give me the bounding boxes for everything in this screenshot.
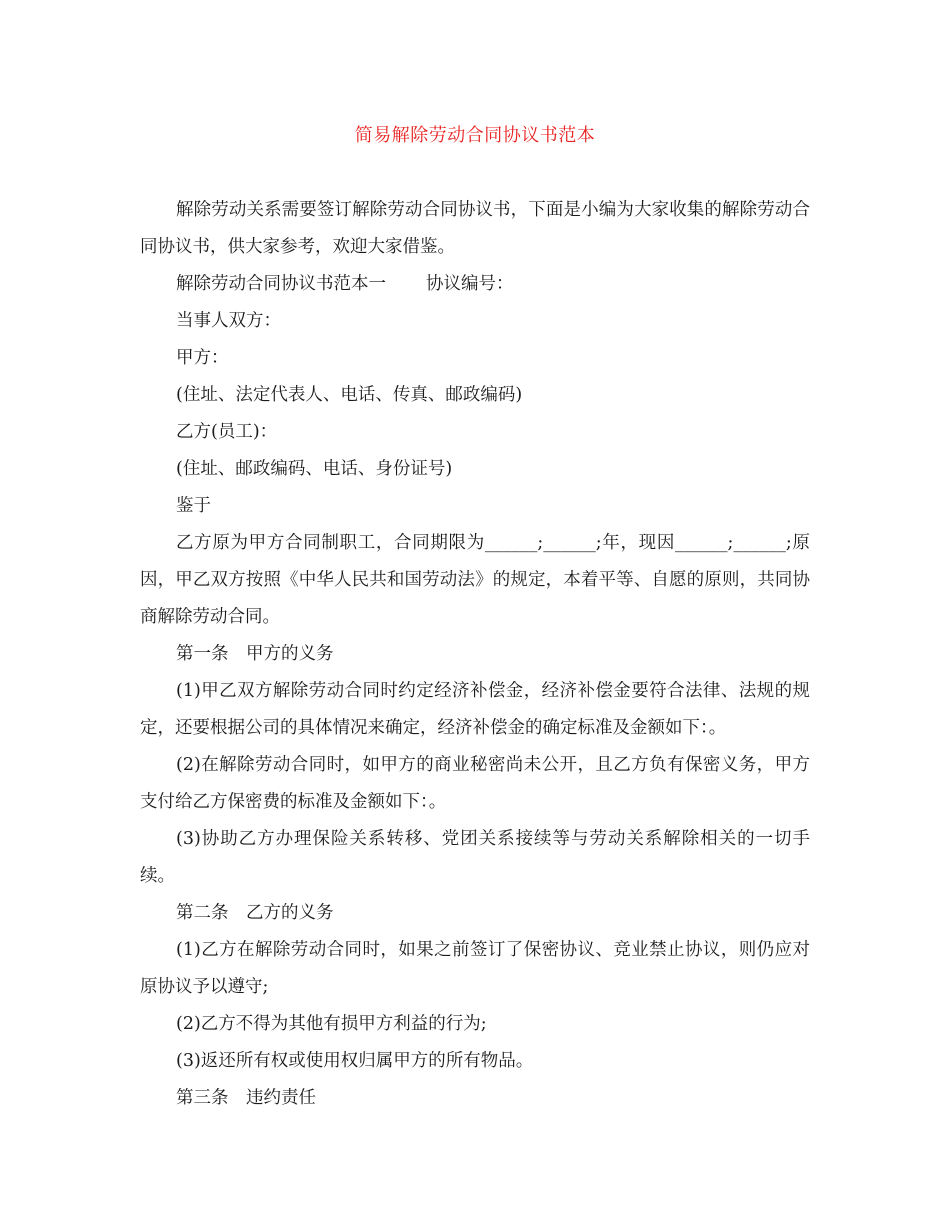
article-2-item-3: (3)返还所有权或使用权归属甲方的所有物品。 bbox=[176, 1051, 534, 1071]
agreement-number-label: 协议编号： bbox=[426, 274, 514, 294]
article-2-heading: 第二条 乙方的义务 bbox=[176, 903, 334, 923]
party-b-label: 乙方(员工)： bbox=[176, 422, 278, 442]
article-1-item-3: (3)协助乙方办理保险关系转移、党团关系接续等与劳动关系解除相关的一切手续。 bbox=[140, 829, 810, 886]
article-1-item-2: (2)在解除劳动合同时，如甲方的商业秘密尚未公开，且乙方负有保密义务，甲方支付给乙方保密费的标准及金额如下：。 bbox=[140, 755, 810, 812]
party-a-details: (住址、法定代表人、电话、传真、邮政编码) bbox=[176, 385, 523, 405]
document-title: 简易解除劳动合同协议书范本 bbox=[354, 125, 596, 146]
party-b-details: (住址、邮政编码、电话、身份证号) bbox=[176, 459, 453, 479]
article-3-heading: 第三条 违约责任 bbox=[176, 1088, 316, 1108]
intro-paragraph: 解除劳动关系需要签订解除劳动合同协议书，下面是小编为大家收集的解除劳动合同协议书，供大家参考，欢迎大家借鉴。 bbox=[140, 200, 810, 257]
document-body bbox=[140, 192, 810, 1117]
whereas-paragraph: 乙方原为甲方合同制职工，合同期限为______;______;年，现因______;______;原因，甲乙双方按照《中华人民共和国劳动法》的规定，本着平等、自愿的原则，共同协商解除劳动合同。 bbox=[140, 533, 810, 627]
article-2-item-1: (1)乙方在解除劳动合同时，如果之前签订了保密协议、竞业禁止协议，则仍应对原协议予以遵守; bbox=[140, 940, 810, 997]
article-2-item-2: (2)乙方不得为其他有损甲方利益的行为; bbox=[176, 1014, 487, 1034]
article-1-item-1: (1)甲乙双方解除劳动合同时约定经济补偿金，经济补偿金要符合法律、法规的规定，还要根据公司的具体情况来确定，经济补偿金的确定标准及金额如下：。 bbox=[140, 681, 810, 738]
article-1-heading: 第一条 甲方的义务 bbox=[176, 644, 334, 664]
party-a-label: 甲方： bbox=[176, 348, 229, 368]
sample-heading-label: 解除劳动合同协议书范本一 bbox=[176, 274, 386, 294]
parties-label: 当事人双方： bbox=[176, 311, 281, 331]
sample-heading-line bbox=[140, 266, 810, 303]
whereas-label: 鉴于 bbox=[176, 496, 211, 516]
